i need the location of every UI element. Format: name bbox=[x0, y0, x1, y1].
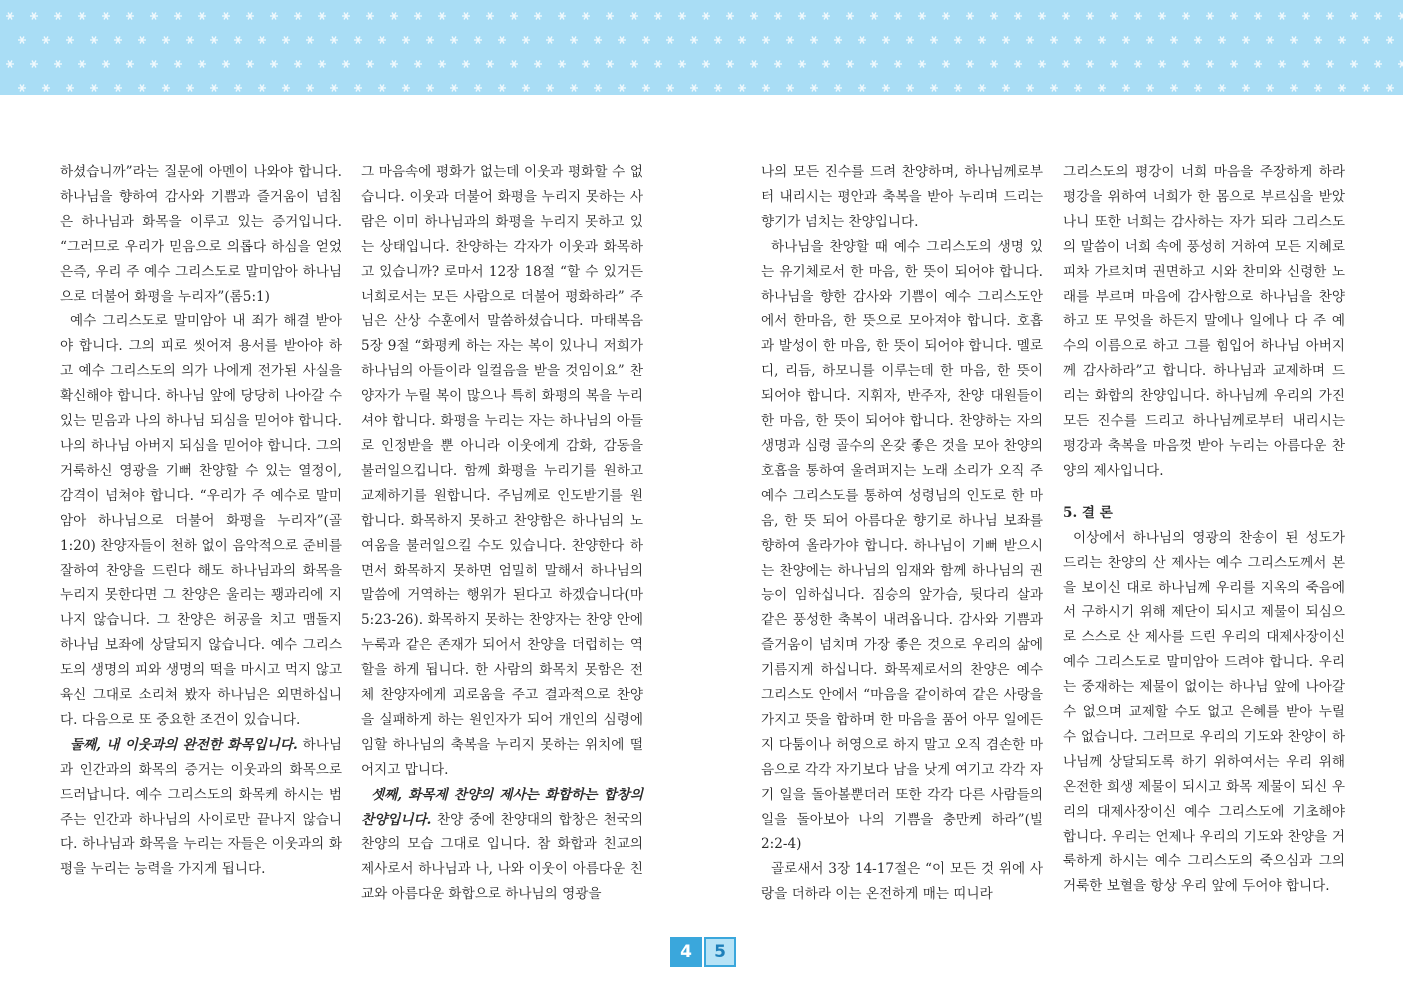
paragraph-text: 찬양 중에 찬양대의 합창은 천국의 찬양의 모습 그대로 입니다. 참 화합과 친교의 제사로서 하나님과 나, 나와 이웃이 아름다운 친교와 아름다운 화합으로 하나님의 영광을 bbox=[361, 811, 643, 903]
paragraph: 이상에서 하나님의 영광의 찬송이 된 성도가 드리는 찬양의 산 제사는 예수 그리스도께서 본을 보이신 대로 하나님께 우리를 지옥의 죽음에서 구하시기 위해 제단이 되시고 제물이 되심으로 스스로 산 제사를 드린 우리의 대제사장이신 예수 그리스도로 말미암아 드려야 합니다. 우리는 중재하는 제물이 없이는 하나님 앞에 나아갈 수 없으며 교제할 수도 없고 은혜를 받아 누릴 수 없습니다. 그러므로 우리의 기도와 찬양이 하나님께 상달되도록 하기 위하여서는 우리 위해 온전한 희생 제물이 되시고 화목 제물이 되신 우리의 대제사장이신 예수 그리스도에 기초해야 합니다. 우리는 언제나 우리의 기도와 찬양을 거룩하게 하시는 예수 그리스도의 죽으심과 그의 거룩한 보혈을 항상 우리 앞에 두어야 합니다. bbox=[1063, 529, 1345, 895]
page-number-left: 4 bbox=[670, 937, 702, 967]
paragraph: 나의 모든 진수를 드려 찬양하며, 하나님께로부터 내리시는 평안과 축복을 받아 누리며 드리는 향기가 넘치는 찬양입니다. bbox=[761, 164, 1043, 230]
text-column-3 bbox=[761, 160, 1043, 907]
paragraph: 하나님을 찬양할 때 예수 그리스도의 생명 있는 유기체로서 한 마음, 한 뜻이 되어야 합니다. 하나님을 향한 감사와 기쁨이 예수 그리스도안에서 한마음, 한 뜻으로 모아져야 합니다. 호흡과 발성이 한 마음, 한 뜻이 되어야 합니다. 멜로디, 리듬, 하모니를 이루는데 한 마음, 한 뜻이 되어야 합니다. 지휘자, 반주자, 찬양 대원들이 한 마음, 한 뜻이 되어야 합니다. 찬양하는 자의 생명과 심령 골수의 온갖 좋은 것을 모아 찬양의 호흡을 통하여 울려퍼지는 노래 소리가 오직 주 예수 그리스도를 통하여 성령님의 인도로 한 마음, 한 뜻 되어 아름다운 향기로 하나님 보좌를 향하여 올라가야 합니다. 하나님이 기뻐 받으시는 찬양에는 하나님의 임재와 함께 하나님의 권능이 임하십니다. 짐승의 앞가슴, 뒷다리 살과 같은 풍성한 축복이 내려옵니다. 감사와 기쁨과 즐거움이 넘치며 가장 좋은 것으로 우리의 삶에 기름지게 하십니다. 화목제로서의 찬양은 예수 그리스도 안에서 “마음을 같이하여 같은 사랑을 가지고 뜻을 합하며 한 마음을 품어 아무 일에든지 다툼이나 허영으로 하지 말고 오직 겸손한 마음으로 각각 자기보다 남을 낫게 여기고 각각 자기 일을 돌아볼뿐더러 또한 각각 다른 사람들의 일을 돌아보아 나의 기쁨을 충만케 하라”(빌 2:2-4) bbox=[761, 238, 1043, 853]
paragraph: 그 마음속에 평화가 없는데 이웃과 평화할 수 없습니다. 이웃과 더불어 화평을 누리지 못하는 사람은 이미 하나님과의 화평을 누리지 못하고 있는 상태입니다. 찬양하는 각자가 이웃과 화목하고 있습니까? 로마서 12장 18절 “할 수 있거든 너희로서는 모든 사람으로 더불어 평화하라” 주님은 산상 수훈에서 말씀하셨습니다. 마태복음 5장 9절 “화평케 하는 자는 복이 있나니 저희가 하나님의 아들이라 일컬음을 받을 것임이요” 찬양자가 누릴 복이 많으나 특히 화평의 복을 누리셔야 합니다. 화평을 누리는 자는 하나님의 아들로 인정받을 뿐 아니라 이웃에게 감화, 감동을 불러일으킵니다. 함께 화평을 누리기를 원하고 교제하기를 원합니다. 주님께로 인도받기를 원합니다. 화목하지 못하고 찬양함은 하나님의 노여움을 불러일으킬 수도 있습니다. 찬양한다 하면서 화목하지 못하면 엄밀히 말해서 하나님의 말씀에 거역하는 행위가 된다고 하겠습니다(마 5:23-26). 화목하지 못하는 찬양자는 찬양 안에 누룩과 같은 존재가 되어서 찬양을 더럽히는 역할을 하게 됩니다. 한 사람의 화목치 못함은 전체 찬양자에게 괴로움을 주고 결과적으로 찬양을 실패하게 하는 원인자가 되어 개인의 심령에 임할 하나님의 축복을 누리지 못하는 위치에 떨어지고 맙니다. bbox=[361, 164, 643, 778]
page-number-right: 5 bbox=[704, 937, 736, 967]
paragraph: 하셨습니까”라는 질문에 아멘이 나와야 합니다. 하나님을 향하여 감사와 기쁨과 즐거움이 넘침은 하나님과 화목을 이루고 있는 증거입니다. “그러므로 우리가 믿음으로 의롭다 하심을 얻었은즉, 우리 주 예수 그리스도로 말미암아 하나님으로 더불어 화평을 누리자”(롬5:1) bbox=[60, 164, 342, 305]
section-heading: 5. 결 론 bbox=[1063, 504, 1113, 521]
text-column-4 bbox=[1063, 160, 1345, 899]
paragraph: 그리스도의 평강이 너희 마음을 주장하게 하라 평강을 위하여 너희가 한 몸으로 부르심을 받았나니 또한 너희는 감사하는 자가 되라 그리스도의 말씀이 너희 속에 풍성히 거하여 모든 지혜로 피차 가르치며 권면하고 시와 찬미와 신령한 노래를 부르며 마음에 감사함으로 하나님을 찬양하고 또 무엇을 하든지 말에나 일에나 다 주 예수의 이름으로 하고 그를 힘입어 하나님 아버지께 감사하라”고 합니다. 하나님과 교제하며 드리는 화합의 찬양입니다. 하나님께 우리의 가진 모든 진수를 드리고 하나님께로부터 내리시는 평강과 축복을 마음껏 받아 누리는 아름다운 찬양의 제사입니다. bbox=[1063, 164, 1345, 479]
emphasis-heading: 셋째, 화목제 찬양의 제사는 화합하는 합창의 찬양입니다. bbox=[361, 786, 643, 828]
paragraph bbox=[361, 783, 643, 908]
paragraph-text: 하나님과 인간과의 화목의 증거는 이웃과의 화목으로 드러납니다. 예수 그리스도의 화목케 하시는 범주는 인간과 하나님의 사이로만 끝나지 않습니다. 하나님과 화목을 누리는 자들은 이웃과의 화평을 누리는 능력을 가지게 됩니다. bbox=[60, 736, 342, 878]
snowflake-banner bbox=[0, 0, 1403, 95]
paragraph: 골로새서 3장 14-17절은 “이 모든 것 위에 사랑을 더하라 이는 온전하게 매는 띠니라 bbox=[761, 861, 1043, 903]
text-column-1 bbox=[60, 160, 342, 882]
paragraph bbox=[60, 733, 342, 882]
text-column-2 bbox=[361, 160, 643, 907]
emphasis-heading: 둘째, 내 이웃과의 완전한 화목입니다. bbox=[70, 736, 298, 753]
snowflake-pattern-icon bbox=[0, 0, 1403, 95]
paragraph: 예수 그리스도로 말미암아 내 죄가 해결 받아야 합니다. 그의 피로 씻어져 용서를 받아야 하고 예수 그리스도의 의가 나에게 전가된 사실을 확신해야 합니다. 하나님 앞에 당당히 나아갈 수 있는 믿음과 나의 하나님 되심을 믿어야 합니다. 나의 하나님 아버지 되심을 믿어야 합니다. 그의 거룩하신 영광을 기뻐 찬양할 수 있는 열정이, 감격이 넘쳐야 합니다. “우리가 주 예수로 말미암아 하나님으로 더불어 화평을 누리자”(골 1:20) 찬양자들이 천하 없이 음악적으로 준비를 잘하여 찬양을 드린다 해도 하나님과의 화목을 누리지 못한다면 그 찬양은 울리는 꽹과리에 지나지 않습니다. 그 찬양은 허공을 치고 맴돌지 하나님 보좌에 상달되지 않습니다. 예수 그리스도의 생명의 피와 생명의 떡을 마시고 먹지 않고 육신 그대로 소리쳐 봤자 하나님은 외면하십니다. 다음으로 또 중요한 조건이 있습니다. bbox=[60, 313, 342, 728]
